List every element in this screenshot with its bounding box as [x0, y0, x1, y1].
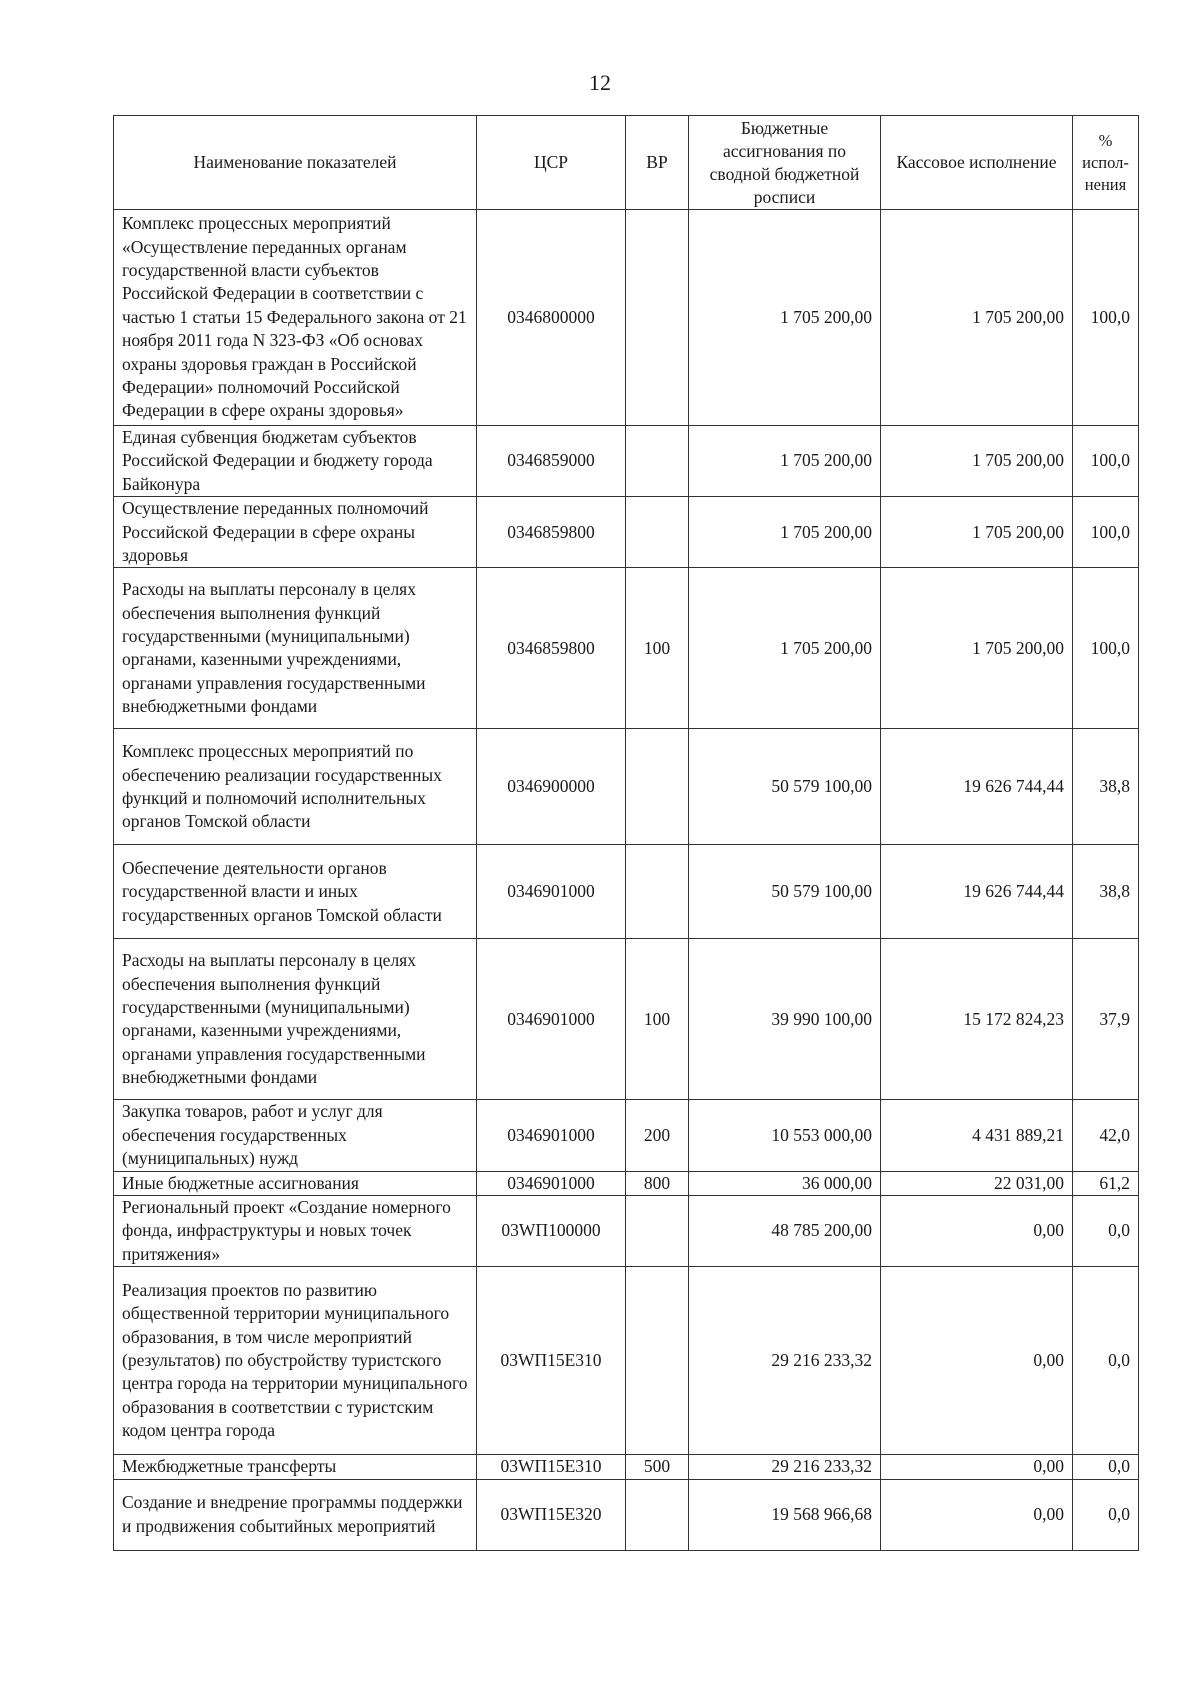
- row-budget: 29 216 233,32: [689, 1267, 881, 1455]
- row-cash: 0,00: [881, 1455, 1073, 1479]
- row-vr: [626, 497, 689, 568]
- header-execution-percent: % испол-нения: [1073, 116, 1139, 210]
- row-cash: 4 431 889,21: [881, 1100, 1073, 1171]
- row-name: Расходы на выплаты персоналу в целях обеспечения выполнения функций государственными (муниципальными) органами, казенными учреждениями, органами управления государственными внебюджетными фондами: [114, 939, 477, 1100]
- row-cash: 0,00: [881, 1479, 1073, 1550]
- row-percent: 100,0: [1073, 568, 1139, 729]
- header-budget-allocations: Бюджетные ассигнования по сводной бюджетной росписи: [689, 116, 881, 210]
- table-row: [114, 426, 1139, 497]
- row-budget: 10 553 000,00: [689, 1100, 881, 1171]
- row-percent: 37,9: [1073, 939, 1139, 1100]
- table-row: [114, 1455, 1139, 1479]
- row-name: Комплекс процессных мероприятий по обеспечению реализации государственных функций и полномочий исполнительных органов Томской области: [114, 729, 477, 845]
- budget-execution-table: [113, 115, 1139, 1551]
- header-indicator-name: Наименование показателей: [114, 116, 477, 210]
- row-budget: 50 579 100,00: [689, 729, 881, 845]
- row-csr: 0346901000: [477, 1100, 626, 1171]
- page-number: 12: [589, 70, 611, 95]
- row-csr: 03WП100000: [477, 1196, 626, 1267]
- row-name: Реализация проектов по развитию общественной территории муниципального образования, в том числе мероприятий (результатов) по обустройству туристского центра города на территории муниципального образования в соответствии с туристским кодом центра города: [114, 1267, 477, 1455]
- row-budget: 19 568 966,68: [689, 1479, 881, 1550]
- row-vr: 100: [626, 568, 689, 729]
- row-vr: [626, 1196, 689, 1267]
- row-vr: [626, 845, 689, 939]
- row-name: Расходы на выплаты персоналу в целях обеспечения выполнения функций государственными (муниципальными) органами, казенными учреждениями, органами управления государственными внебюджетными фондами: [114, 568, 477, 729]
- row-csr: 0346901000: [477, 939, 626, 1100]
- row-name: Комплекс процессных мероприятий «Осуществление переданных органам государственной власти субъектов Российской Федерации в соответствии с частью 1 статьи 15 Федерального закона от 21 ноября 2011 года N 323-ФЗ «Об основах охраны здоровья граждан в Российской Федерации» полномочий Российской Федерации в сфере охраны здоровья»: [114, 210, 477, 426]
- row-percent: 38,8: [1073, 729, 1139, 845]
- table-row: [114, 497, 1139, 568]
- row-name: Межбюджетные трансферты: [114, 1455, 477, 1479]
- row-budget: 29 216 233,32: [689, 1455, 881, 1479]
- table-row: [114, 568, 1139, 729]
- row-vr: [626, 729, 689, 845]
- row-percent: 0,0: [1073, 1455, 1139, 1479]
- row-csr: 03WП15Е320: [477, 1479, 626, 1550]
- row-budget: 39 990 100,00: [689, 939, 881, 1100]
- row-cash: 15 172 824,23: [881, 939, 1073, 1100]
- row-cash: 19 626 744,44: [881, 729, 1073, 845]
- header-csr: ЦСР: [477, 116, 626, 210]
- row-name: Иные бюджетные ассигнования: [114, 1171, 477, 1195]
- table-row: [114, 729, 1139, 845]
- row-name: Обеспечение деятельности органов государственной власти и иных государственных органов Томской области: [114, 845, 477, 939]
- table-row: [114, 845, 1139, 939]
- row-vr: 500: [626, 1455, 689, 1479]
- row-name: Создание и внедрение программы поддержки и продвижения событийных мероприятий: [114, 1479, 477, 1550]
- row-budget: 36 000,00: [689, 1171, 881, 1195]
- row-percent: 100,0: [1073, 210, 1139, 426]
- table-row: [114, 939, 1139, 1100]
- row-csr: 0346859000: [477, 426, 626, 497]
- row-percent: 100,0: [1073, 497, 1139, 568]
- row-budget: 1 705 200,00: [689, 210, 881, 426]
- row-cash: 0,00: [881, 1196, 1073, 1267]
- table-row: [114, 210, 1139, 426]
- table-row: [114, 1267, 1139, 1455]
- row-budget: 48 785 200,00: [689, 1196, 881, 1267]
- table-header-row: [114, 116, 1139, 210]
- row-vr: [626, 1267, 689, 1455]
- row-percent: 0,0: [1073, 1196, 1139, 1267]
- row-name: Региональный проект «Создание номерного фонда, инфраструктуры и новых точек притяжения»: [114, 1196, 477, 1267]
- row-vr: [626, 1479, 689, 1550]
- row-cash: 1 705 200,00: [881, 568, 1073, 729]
- table-row: [114, 1479, 1139, 1550]
- row-name: Закупка товаров, работ и услуг для обеспечения государственных (муниципальных) нужд: [114, 1100, 477, 1171]
- row-csr: 0346800000: [477, 210, 626, 426]
- row-vr: [626, 426, 689, 497]
- row-vr: 800: [626, 1171, 689, 1195]
- row-vr: 100: [626, 939, 689, 1100]
- row-cash: 0,00: [881, 1267, 1073, 1455]
- row-budget: 1 705 200,00: [689, 568, 881, 729]
- row-cash: 22 031,00: [881, 1171, 1073, 1195]
- row-csr: 0346900000: [477, 729, 626, 845]
- row-percent: 61,2: [1073, 1171, 1139, 1195]
- row-cash: 1 705 200,00: [881, 497, 1073, 568]
- row-csr: 0346901000: [477, 845, 626, 939]
- table-row: [114, 1171, 1139, 1195]
- header-vr: ВР: [626, 116, 689, 210]
- row-vr: [626, 210, 689, 426]
- row-percent: 0,0: [1073, 1479, 1139, 1550]
- row-percent: 42,0: [1073, 1100, 1139, 1171]
- row-csr: 03WП15Е310: [477, 1455, 626, 1479]
- row-cash: 1 705 200,00: [881, 210, 1073, 426]
- header-cash-execution: Кассовое исполнение: [881, 116, 1073, 210]
- row-csr: 03WП15Е310: [477, 1267, 626, 1455]
- row-name: Осуществление переданных полномочий Российской Федерации в сфере охраны здоровья: [114, 497, 477, 568]
- row-name: Единая субвенция бюджетам субъектов Российской Федерации и бюджету города Байконура: [114, 426, 477, 497]
- row-csr: 0346901000: [477, 1171, 626, 1195]
- row-csr: 0346859800: [477, 497, 626, 568]
- row-cash: 1 705 200,00: [881, 426, 1073, 497]
- row-percent: 100,0: [1073, 426, 1139, 497]
- row-vr: 200: [626, 1100, 689, 1171]
- row-percent: 38,8: [1073, 845, 1139, 939]
- row-cash: 19 626 744,44: [881, 845, 1073, 939]
- row-budget: 1 705 200,00: [689, 426, 881, 497]
- row-budget: 1 705 200,00: [689, 497, 881, 568]
- row-budget: 50 579 100,00: [689, 845, 881, 939]
- row-percent: 0,0: [1073, 1267, 1139, 1455]
- table-row: [114, 1100, 1139, 1171]
- row-csr: 0346859800: [477, 568, 626, 729]
- table-row: [114, 1196, 1139, 1267]
